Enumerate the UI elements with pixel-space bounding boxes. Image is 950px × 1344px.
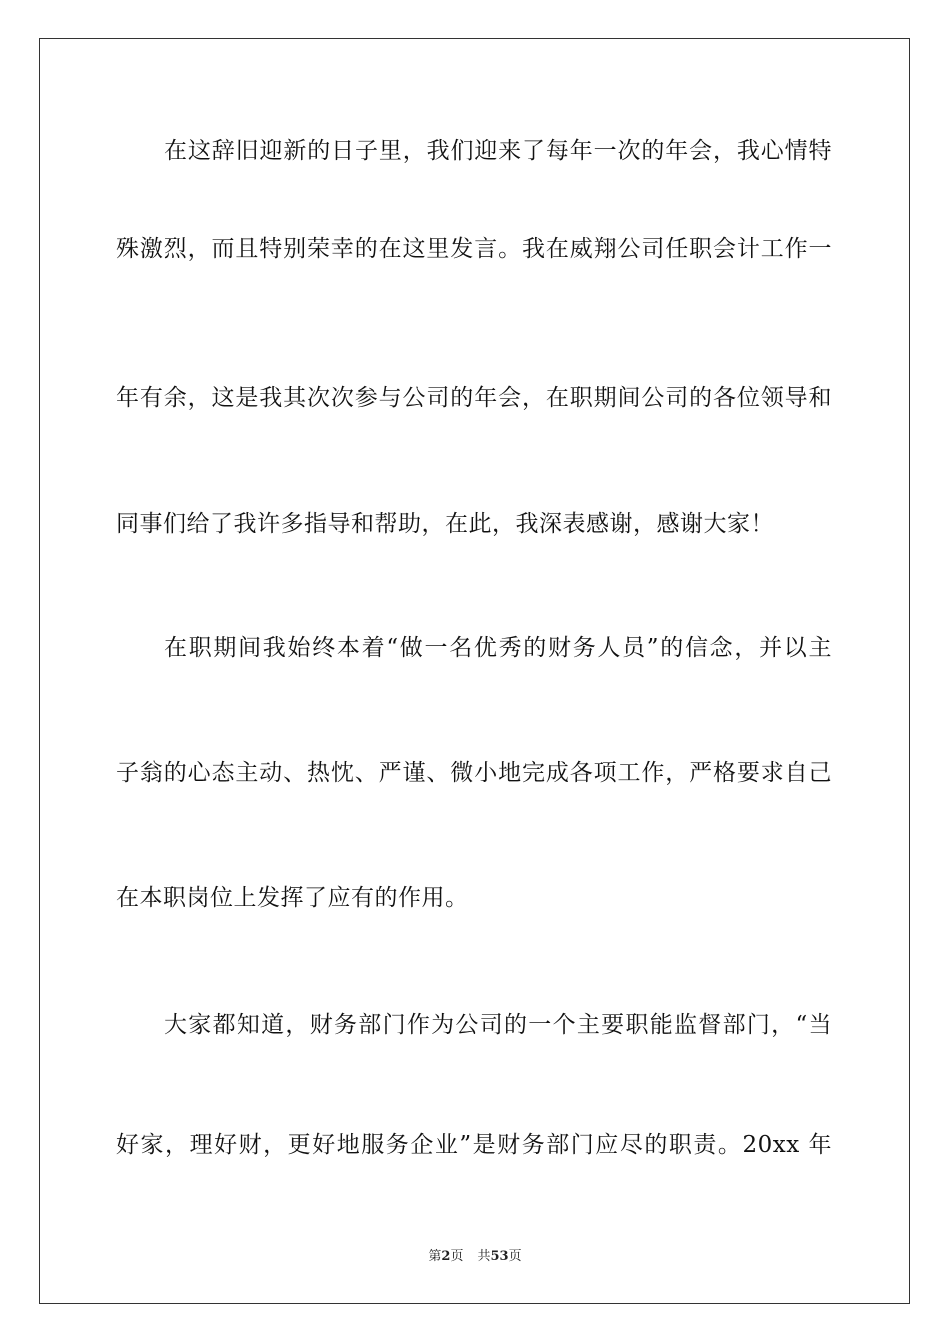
paragraph-2-line-2: 子翁的心态主动、热忱、严谨、微小地完成各项工作，严格要求自己 <box>116 760 832 786</box>
total-prefix: 共 <box>477 1249 491 1264</box>
page-footer <box>0 1248 950 1266</box>
page-number: 2 <box>441 1249 451 1264</box>
page-prefix: 第 <box>428 1249 442 1264</box>
total-suffix: 页 <box>508 1249 522 1264</box>
paragraph-3-line-2: 好家，理好财，更好地服务企业”是财务部门应尽的职责。20xx 年 <box>116 1132 832 1158</box>
paragraph-3-line-1: 大家都知道，财务部门作为公司的一个主要职能监督部门，“当 <box>164 1012 832 1038</box>
paragraph-2-line-3: 在本职岗位上发挥了应有的作用。 <box>116 885 469 911</box>
total-pages: 53 <box>490 1249 509 1264</box>
paragraph-2-line-1: 在职期间我始终本着“做一名优秀的财务人员”的信念，并以主 <box>164 635 832 661</box>
paragraph-1-line-3: 年有余，这是我其次次参与公司的年会，在职期间公司的各位领导和 <box>116 385 832 411</box>
page-suffix: 页 <box>450 1249 464 1264</box>
page-border <box>39 38 910 1304</box>
paragraph-1-line-1: 在这辞旧迎新的日子里，我们迎来了每年一次的年会，我心情特 <box>164 138 832 164</box>
paragraph-1-line-2: 殊激烈，而且特别荣幸的在这里发言。我在威翔公司任职会计工作一 <box>116 236 832 262</box>
paragraph-1-line-4: 同事们给了我许多指导和帮助，在此，我深表感谢，感谢大家！ <box>116 511 774 537</box>
